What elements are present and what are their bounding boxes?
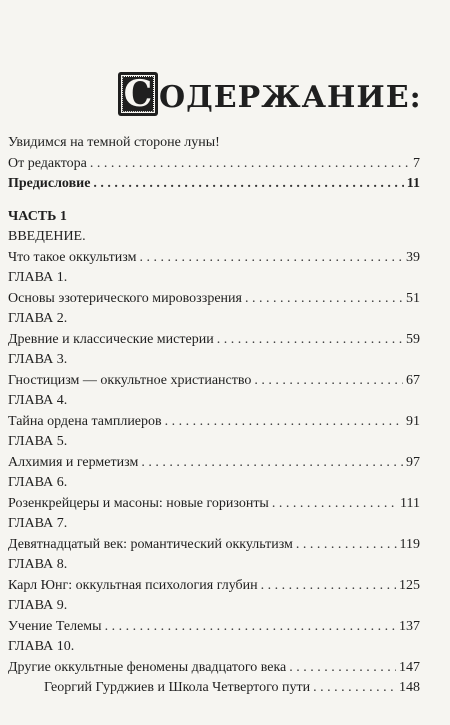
dot-leader <box>296 535 397 556</box>
toc-label <box>8 391 420 412</box>
toc-entry-title: Увидимся на темной стороне луны! <box>8 135 220 150</box>
dot-leader <box>272 494 397 515</box>
toc-entry-title: ГЛАВА 7. <box>8 516 68 531</box>
title-text: ОДЕРЖАНИЕ: <box>159 80 422 115</box>
toc-entry-title: ГЛАВА 6. <box>8 475 68 490</box>
toc-entry-title: ГЛАВА 8. <box>8 557 68 572</box>
dot-leader <box>254 371 403 392</box>
dot-leader <box>93 174 403 195</box>
table-of-contents <box>8 133 420 699</box>
toc-page-number: 148 <box>399 680 420 695</box>
toc-label <box>8 637 420 658</box>
toc-page-number: 111 <box>400 495 420 511</box>
toc-page-number: 119 <box>399 536 420 552</box>
dot-leader <box>261 576 396 597</box>
dot-leader <box>245 289 403 310</box>
toc-entry-title: Другие оккультные феномены двадцатого века <box>8 659 287 675</box>
toc-entry <box>8 494 420 515</box>
toc-entry <box>8 412 420 433</box>
toc-entry-title: Что такое оккультизм <box>8 249 137 265</box>
dot-leader <box>289 658 396 679</box>
toc-entry-title: Учение Телемы <box>8 618 102 634</box>
toc-entry-title: Тайна ордена тамплиеров <box>8 413 162 429</box>
toc-entry <box>8 289 420 310</box>
toc-entry <box>8 330 420 351</box>
toc-entry-title: Гностицизм — оккультное христианство <box>8 372 252 388</box>
toc-entry-title: Девятнадцатый век: романтический оккультизм <box>8 536 293 552</box>
dot-leader <box>217 330 403 351</box>
toc-page-number: 97 <box>406 454 420 470</box>
toc-label <box>8 268 420 289</box>
dot-leader <box>313 678 396 699</box>
toc-label <box>8 596 420 617</box>
toc-label <box>8 309 420 330</box>
toc-entry-title: Основы эзотерического мировоззрения <box>8 290 242 306</box>
toc-page-number: 91 <box>406 413 420 429</box>
toc-label <box>8 473 420 494</box>
part-heading <box>8 207 420 228</box>
toc-entry <box>8 174 420 195</box>
toc-entry <box>8 154 420 175</box>
toc-entry-title: ГЛАВА 5. <box>8 434 68 449</box>
dot-leader <box>141 453 403 474</box>
toc-page-number: 125 <box>399 577 420 593</box>
toc-entry <box>8 453 420 474</box>
page-title <box>118 72 422 116</box>
toc-label <box>8 514 420 535</box>
toc-entry-title: Древние и классические мистерии <box>8 331 214 347</box>
toc-label <box>8 350 420 371</box>
toc-entry <box>8 576 420 597</box>
toc-entry-title: Карл Юнг: оккультная психология глубин <box>8 577 258 593</box>
toc-page-number: 67 <box>406 372 420 388</box>
toc-entry-title: ЧАСТЬ 1 <box>8 208 67 224</box>
toc-label <box>8 227 420 248</box>
toc-entry-title: Алхимия и герметизм <box>8 454 139 470</box>
toc-entry <box>8 248 420 269</box>
toc-page-number: 51 <box>406 290 420 306</box>
toc-entry-title: ГЛАВА 10. <box>8 639 75 654</box>
toc-label <box>8 555 420 576</box>
toc-entry-title: ГЛАВА 4. <box>8 393 68 408</box>
dot-leader <box>139 248 403 269</box>
toc-page-number: 147 <box>399 659 420 675</box>
toc-entry <box>8 678 420 699</box>
toc-entry-title: Розенкрейцеры и масоны: новые горизонты <box>8 495 269 511</box>
toc-page-number: 39 <box>406 249 420 265</box>
toc-entry <box>8 658 420 679</box>
toc-entry-title: ВВЕДЕНИЕ. <box>8 229 86 244</box>
toc-label <box>8 432 420 453</box>
toc-entry-title: ГЛАВА 2. <box>8 311 68 326</box>
toc-entry <box>8 617 420 638</box>
toc-page-number: 59 <box>406 331 420 347</box>
toc-entry <box>8 535 420 556</box>
toc-entry-title: Георгий Гурджиев и Школа Четвертого пути <box>44 680 311 695</box>
toc-entry <box>8 371 420 392</box>
toc-entry-title: ГЛАВА 9. <box>8 598 68 613</box>
dot-leader <box>165 412 403 433</box>
dot-leader <box>105 617 396 638</box>
toc-page-number: 11 <box>406 176 420 191</box>
title-drop-cap: С <box>118 72 158 116</box>
toc-entry-title: Предисловие <box>8 176 91 191</box>
dot-leader <box>90 154 410 175</box>
toc-entry-title: От редактора <box>8 155 87 171</box>
toc-page-number: 137 <box>399 618 420 634</box>
toc-label <box>8 133 420 154</box>
toc-entry-title: ГЛАВА 1. <box>8 270 68 285</box>
toc-entry-title: ГЛАВА 3. <box>8 352 68 367</box>
toc-page-number: 7 <box>413 155 420 171</box>
